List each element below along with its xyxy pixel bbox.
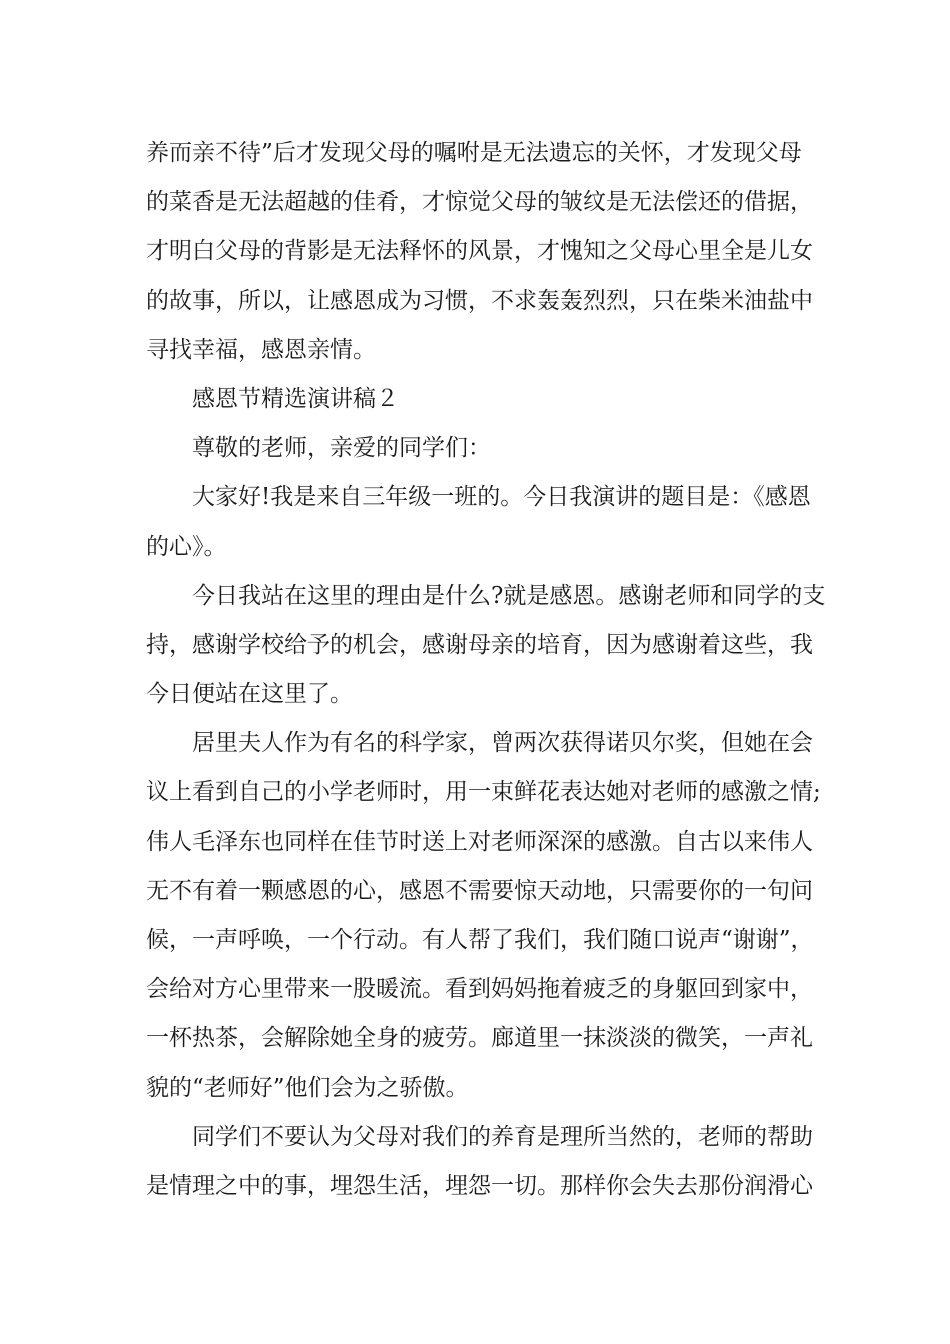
document-body	[146, 129, 826, 1211]
text-line: 无不有着一颗感恩的心，感恩不需要惊天动地，只需要你的一句问	[146, 877, 813, 904]
text-line: 持，感谢学校给予的机会，感谢母亲的培育，因为感谢着这些，我	[146, 631, 813, 658]
text-line: 居里夫人作为有名的科学家，曾两次获得诺贝尔奖，但她在会	[192, 730, 813, 757]
text-line: 貌的“老师好”他们会为之骄傲。	[146, 1074, 469, 1101]
text-line: 才明白父母的背影是无法释怀的风景，才愧知之父母心里全是儿女	[146, 238, 813, 265]
text-line: 养而亲不待”后才发现父母的嘱咐是无法遗忘的关怀，才发现父母	[146, 140, 802, 166]
text-line: 同学们不要认为父母对我们的养育是理所当然的，老师的帮助	[192, 1123, 813, 1150]
text-line: 今日我站在这里的理由是什么?就是感恩。感谢老师和同学的支	[192, 582, 826, 609]
text-line: 是情理之中的事，埋怨生活，埋怨一切。那样你会失去那份润滑心	[146, 1172, 813, 1199]
text-line: 会给对方心里带来一股暖流。看到妈妈拖着疲乏的身躯回到家中，	[146, 976, 813, 1003]
text-line: 候，一声呼唤，一个行动。有人帮了我们，我们随口说声“谢谢”，	[146, 927, 814, 953]
text-line: 寻找幸福，感恩亲情。	[146, 336, 376, 363]
text-line: 的心》。	[146, 533, 227, 560]
text-line: 伟人毛泽东也同样在佳节时送上对老师深深的感激。自古以来伟人	[146, 828, 813, 855]
text-line: 议上看到自己的小学老师时，用一束鲜花表达她对老师的感激之情;	[146, 779, 821, 806]
salutation: 尊敬的老师，亲爱的同学们：	[192, 435, 491, 462]
text-line: 一杯热茶，会解除她全身的疲劳。廊道里一抹淡淡的微笑，一声礼	[146, 1025, 813, 1052]
text-line: 今日便站在这里了。	[146, 681, 353, 708]
text-line: 的菜香是无法超越的佳肴，才惊觉父母的皱纹是无法偿还的借据，	[146, 189, 813, 216]
text-line: 大家好!我是来自三年级一班的。今日我演讲的题目是：《感恩	[192, 484, 811, 511]
text-line: 的故事，所以，让感恩成为习惯，不求轰轰烈烈，只在柴米油盐中	[146, 287, 813, 314]
section-heading: 感恩节精选演讲稿２	[192, 385, 399, 412]
